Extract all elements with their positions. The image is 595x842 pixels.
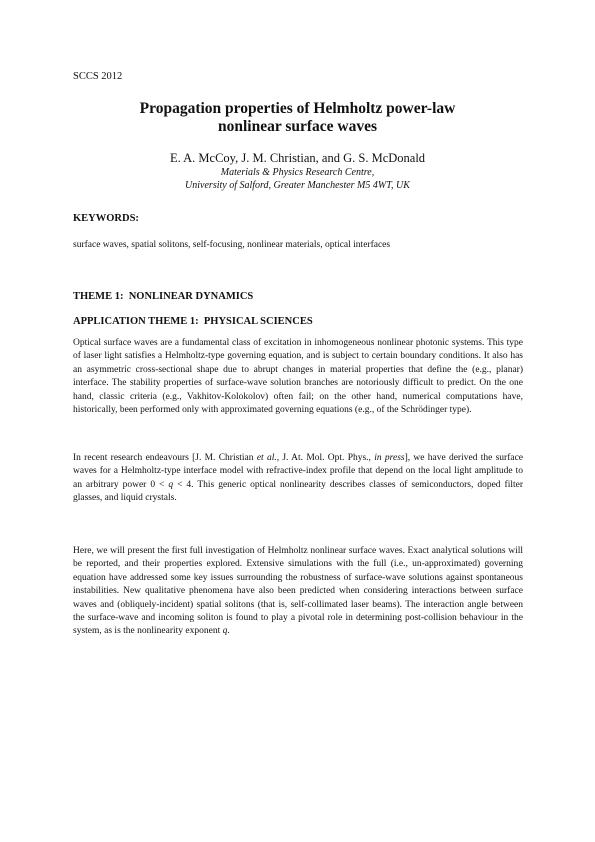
author-list: E. A. McCoy, J. M. Christian, and G. S. McDonald: [169, 151, 426, 165]
keywords-heading: KEYWORDS:: [73, 213, 139, 224]
p2-text-c: ], we have derived the surface waves for a Helmholtz-type interface model with refractive-index profile that depend on the local light amplitude to an arbitrary power 0 <: [73, 453, 524, 490]
p2-text-d: < 4. This generic optical nonlinearity describes classes of semiconductors, doped filter glasses, and liquid crystals.: [73, 479, 523, 504]
body-paragraph-2: [73, 452, 523, 506]
p2-text-a: In recent research endeavours [J. M. Christian: [73, 453, 257, 463]
theme-heading: THEME 1: NONLINEAR DYNAMICS: [73, 291, 254, 302]
affiliation-line-1: Materials & Physics Research Centre,: [220, 167, 375, 178]
p3-text-a: Here, we will present the first full investigation of Helmholtz nonlinear surface waves. Exact analytical solutions will be reported, and their properties explored. Extensive simulations with the full (i.e., un-approximated) governing equation have addressed some key issues surrounding the robustness of surface-wave solutions against spontaneous instabilities. New qualitative phenomena have also been predicted when considering interactions between surface waves and (obliquely-incident) spatial solitons (that is, self-collimated laser beams). The interaction angle between the surface-wave and incoming soliton is found to play a pivotal role in determining post-collision behaviour in the system, as is the nonlinearity exponent: [73, 546, 523, 637]
application-theme-heading: APPLICATION THEME 1: PHYSICAL SCIENCES: [73, 316, 313, 327]
p2-italic-in-press: in press: [374, 453, 405, 463]
affiliation: [0, 167, 595, 192]
title-line-2: nonlinear surface waves: [217, 118, 377, 135]
p3-variable-q: q: [222, 626, 228, 637]
title-line-1: Propagation properties of Helmholtz power-law: [139, 100, 456, 117]
body-paragraph-3: [73, 545, 523, 639]
affiliation-line-2: University of Salford, Greater Manchester M5 4WT, UK: [185, 179, 410, 191]
p3-text-b: .: [227, 626, 230, 637]
conference-label: SCCS 2012: [73, 71, 123, 82]
body-paragraph-1: Optical surface waves are a fundamental class of excitation in inhomogeneous nonlinear photonic systems. This type of laser light satisfies a Helmholtz-type governing equation, and is subject to certain boundary conditions. It also has an asymmetric cross-sectional shape due to abrupt changes in material properties that define the (e.g., planar) interface. The stability properties of surface-wave solution branches are notoriously difficult to predict. On the one hand, classic criteria (e.g., Vakhitov-Kolokolov) often fail; on the other hand, numerical computations have, historically, been performed only with approximated governing equations (e.g., of the Schrödinger type).: [73, 338, 523, 416]
paper-title: [0, 100, 595, 136]
keywords-text: surface waves, spatial solitons, self-focusing, nonlinear materials, optical interfaces: [73, 240, 391, 250]
p2-italic-et-al: et al.: [256, 453, 277, 463]
p2-text-b: , J. At. Mol. Opt. Phys.,: [276, 453, 375, 463]
p2-variable-q: q: [168, 479, 174, 490]
